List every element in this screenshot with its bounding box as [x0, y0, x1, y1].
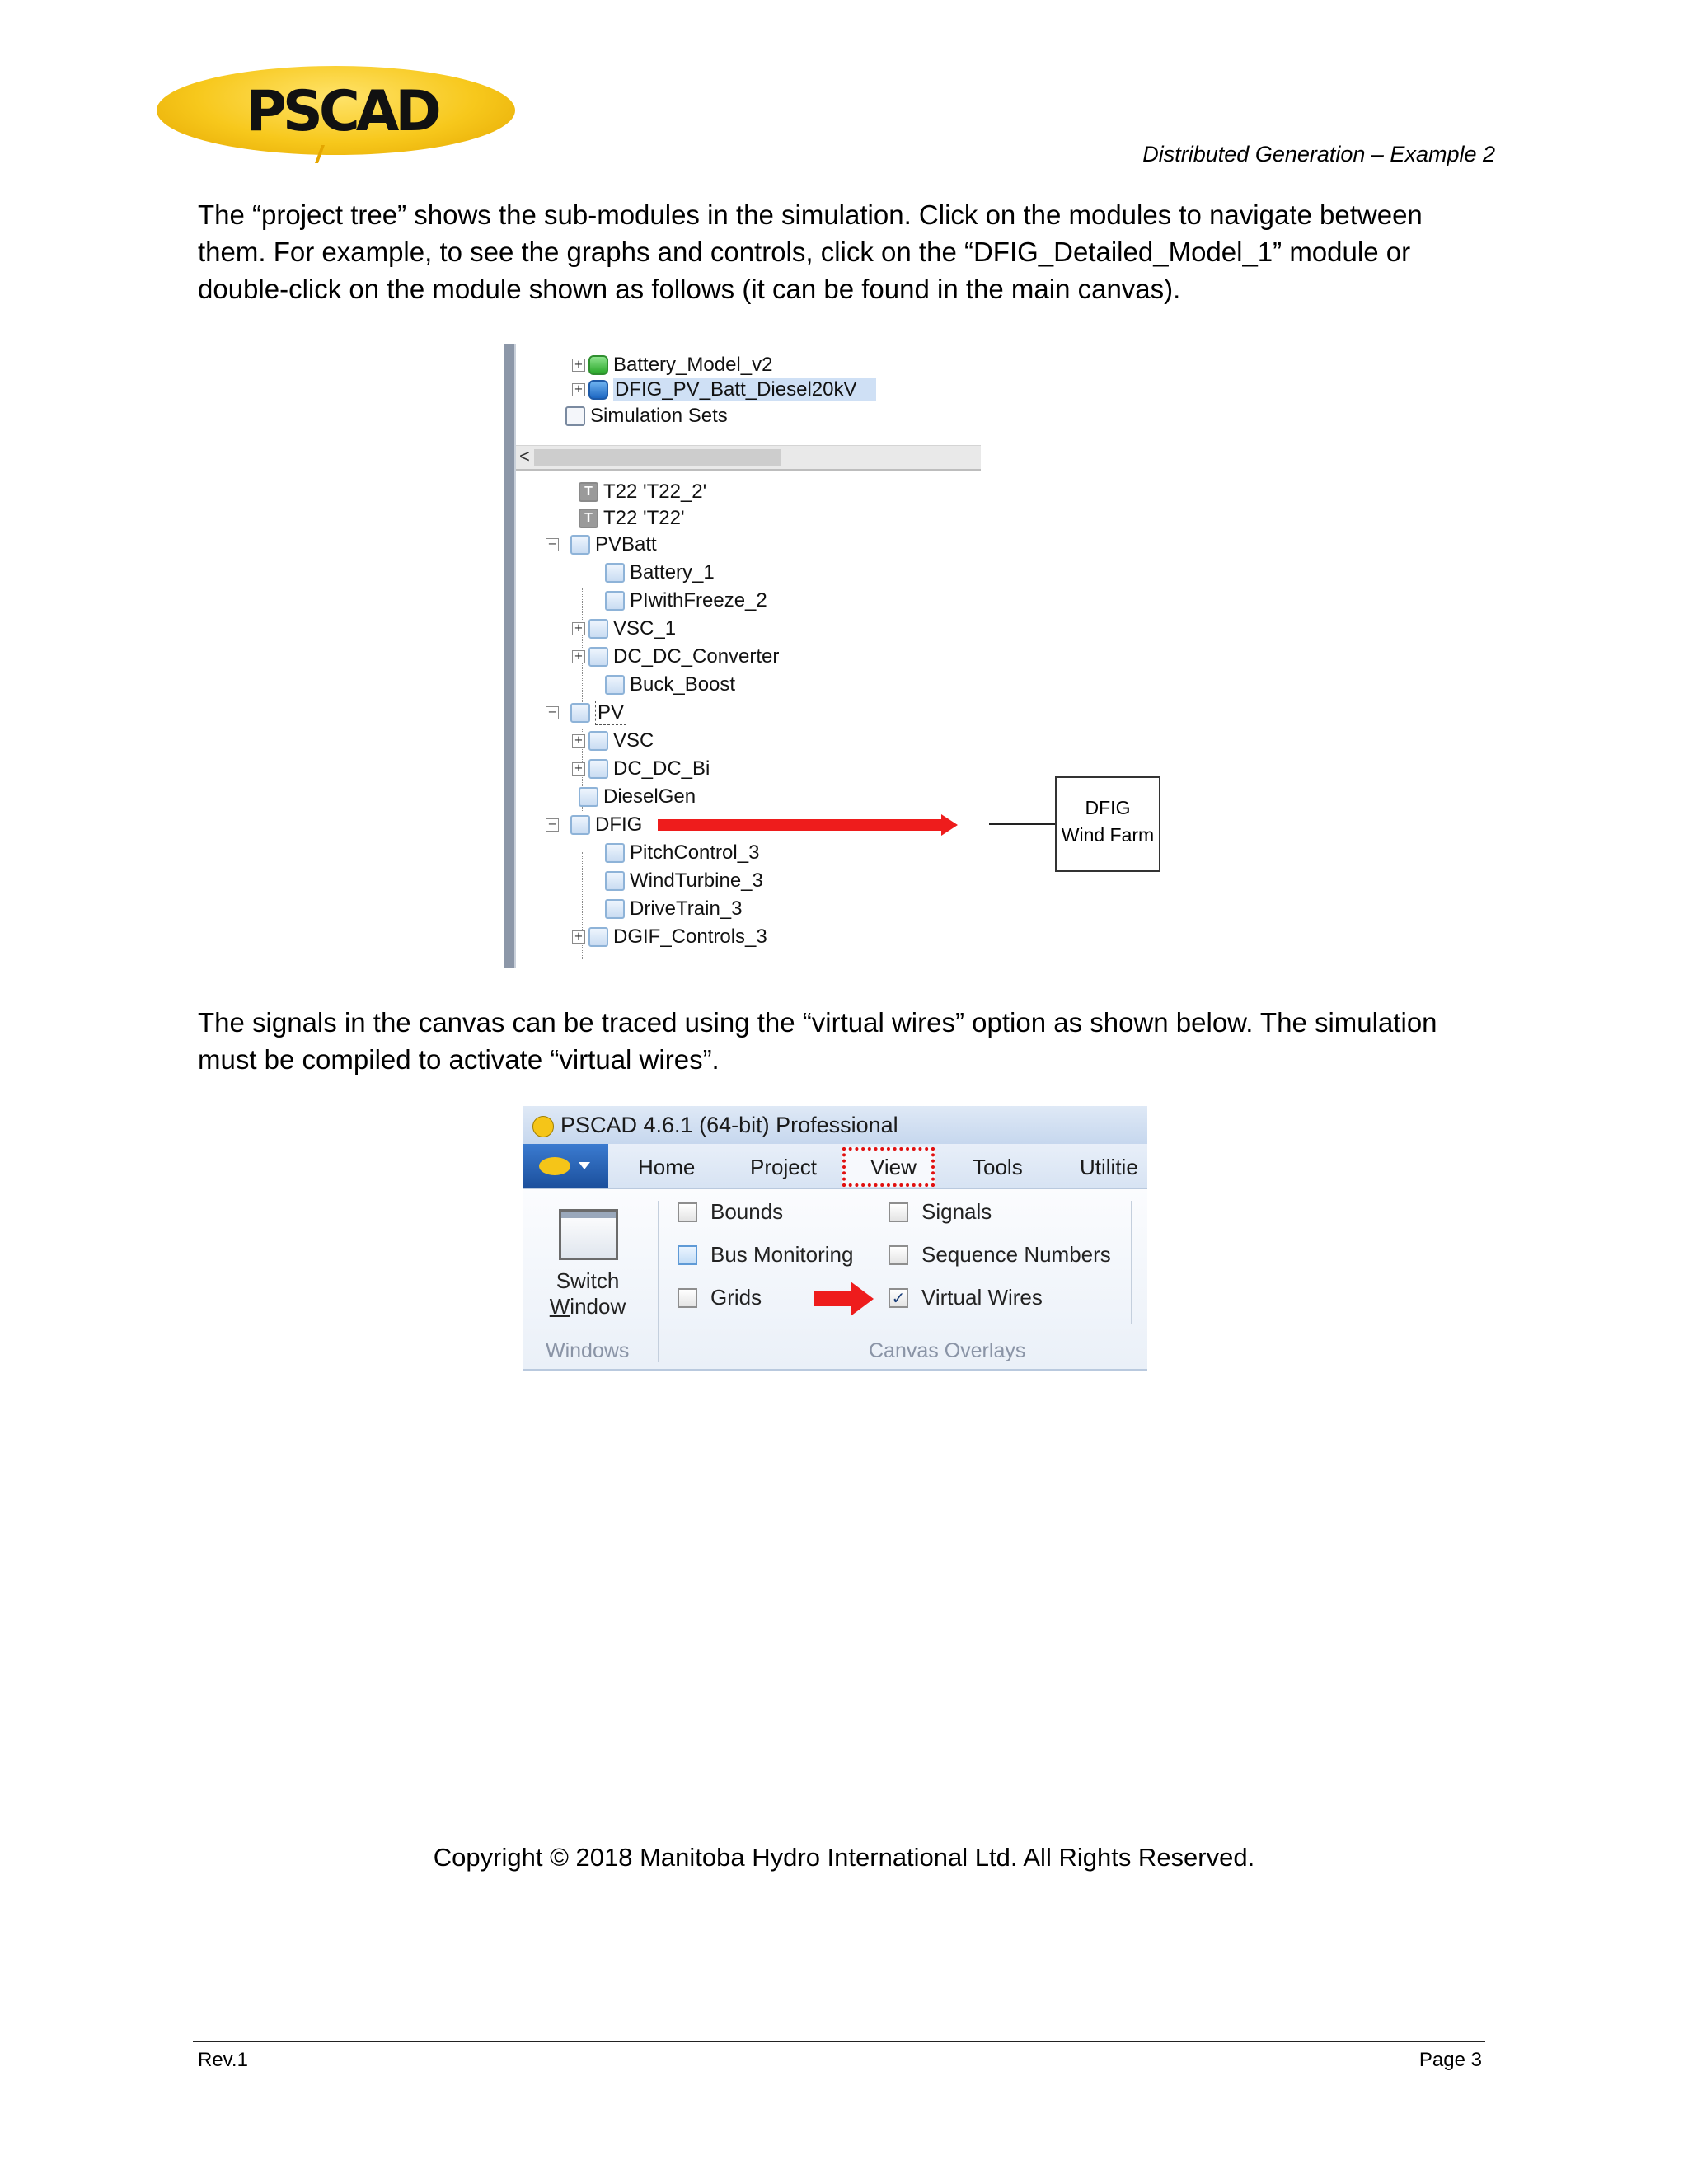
dfig-label: DFIG [1085, 797, 1131, 818]
application-menu-button[interactable] [523, 1144, 608, 1188]
dfig-connector-line [989, 823, 1055, 825]
intro-line-2: them. For example, to see the graphs and controls, click on the “DFIG_Detailed_Model_1” module or [198, 237, 1411, 267]
collapse-icon[interactable]: − [546, 818, 559, 832]
tree-item-label: VSC_1 [613, 617, 677, 640]
checkbox-unchecked[interactable] [678, 1202, 697, 1222]
window-title: PSCAD 4.6.1 (64-bit) Professional [560, 1113, 898, 1137]
tree-item[interactable] [546, 701, 626, 725]
scroll-left-icon[interactable]: < [519, 446, 530, 466]
expand-icon[interactable]: + [572, 359, 585, 372]
grids-label: Grids [710, 1285, 762, 1310]
bus-monitoring-label: Bus Monitoring [710, 1242, 854, 1267]
tree-left-border [504, 344, 516, 968]
intro-line-3: double-click on the module shown as follows (it can be found in the main canvas). [198, 274, 1181, 304]
group-separator [1131, 1201, 1132, 1324]
tree-item-label: PVBatt [595, 533, 657, 555]
pscad-app-icon [539, 1157, 570, 1175]
tree-item[interactable] [572, 353, 772, 377]
tree-item-label: Battery_Model_v2 [613, 354, 773, 376]
ribbon-body [523, 1189, 1147, 1371]
group-separator [658, 1201, 659, 1362]
checkbox-unchecked[interactable] [889, 1202, 908, 1222]
tab-tools[interactable]: Tools [973, 1155, 1023, 1179]
bounds-checkbox[interactable] [678, 1199, 783, 1225]
module-icon [570, 703, 590, 723]
expand-icon[interactable]: + [572, 650, 585, 663]
tree-item-label: DFIG [595, 813, 643, 836]
copyright-notice: Copyright © 2018 Manitoba Hydro International Ltd. All Rights Reserved. [433, 1843, 1255, 1872]
tree-item[interactable] [572, 925, 767, 949]
module-icon [605, 591, 625, 611]
tree-item-label: DriveTrain_3 [630, 898, 743, 920]
ribbon-tabs [523, 1144, 1147, 1189]
intro-paragraph [198, 196, 1500, 307]
windows-group-label: Windows [546, 1339, 630, 1362]
tree-connector [590, 679, 602, 691]
dfig-wind-farm-block[interactable] [1055, 776, 1160, 872]
pscad-logo [157, 66, 515, 163]
virtual-wires-paragraph [198, 1004, 1500, 1078]
tree-item[interactable] [564, 506, 685, 531]
module-icon [605, 843, 625, 863]
switch-window-label-1: Switch [556, 1268, 620, 1293]
tree-connector [564, 513, 575, 524]
module-blue-icon [588, 380, 608, 400]
module-icon [605, 563, 625, 583]
expand-icon[interactable]: + [572, 762, 585, 776]
tree-connector [564, 486, 575, 498]
project-tree-screenshot [504, 344, 981, 968]
switch-window-accel: W [549, 1294, 570, 1319]
transformer-icon: T [579, 482, 598, 502]
sequence-numbers-label: Sequence Numbers [921, 1242, 1111, 1267]
wind-farm-label: Wind Farm [1061, 824, 1155, 846]
module-icon [605, 871, 625, 891]
module-icon [588, 647, 608, 667]
tree-item-label: Battery_1 [630, 561, 715, 583]
tree-item[interactable] [590, 841, 759, 865]
tab-home[interactable]: Home [638, 1155, 696, 1179]
expand-icon[interactable]: + [572, 622, 585, 635]
module-icon [588, 927, 608, 947]
tree-item-label: DC_DC_Converter [613, 645, 780, 668]
tree-item-label: WindTurbine_3 [630, 869, 763, 892]
sequence-numbers-checkbox[interactable] [889, 1242, 1111, 1268]
scroll-thumb[interactable] [534, 449, 781, 466]
virtual-wires-checkbox[interactable] [889, 1285, 1043, 1310]
tree-item-label: Buck_Boost [630, 673, 736, 696]
bounds-label: Bounds [710, 1199, 784, 1224]
tree-item-label: VSC [613, 729, 654, 752]
revision-label: Rev.1 [198, 2049, 248, 2071]
transformer-icon: T [579, 509, 598, 528]
collapse-icon[interactable]: − [546, 538, 559, 551]
red-arrow-shaft [658, 819, 943, 831]
red-arrow-icon [941, 814, 958, 836]
module-icon [605, 899, 625, 919]
tree-item[interactable] [590, 588, 767, 613]
tree-item[interactable] [551, 404, 728, 429]
tree-item[interactable] [564, 785, 696, 809]
module-icon [588, 731, 608, 751]
tree-connector [590, 847, 602, 859]
tree-item[interactable] [590, 673, 735, 697]
virtual-wires-label: Virtual Wires [921, 1285, 1043, 1310]
tree-item-label: PIwithFreeze_2 [630, 589, 767, 612]
intro-line-1: The “project tree” shows the sub-modules in the simulation. Click on the modules to navigate between [198, 199, 1423, 230]
module-icon [570, 535, 590, 555]
signals-label: Signals [921, 1199, 992, 1224]
signals-checkbox[interactable] [889, 1199, 992, 1225]
horizontal-scrollbar[interactable] [516, 445, 981, 471]
tree-item-dfig[interactable] [546, 813, 642, 837]
tree-connector [564, 791, 575, 803]
tree-item[interactable] [564, 480, 706, 504]
tree-connector [551, 410, 562, 422]
tree-item-label: DGIF_Controls_3 [613, 926, 767, 948]
expand-icon[interactable]: + [572, 383, 585, 396]
module-icon [579, 787, 598, 807]
canvas-overlays-group-label: Canvas Overlays [869, 1339, 1026, 1362]
tree-item[interactable] [590, 869, 763, 893]
tree-item[interactable] [572, 616, 676, 641]
tab-utilities[interactable]: Utilitie [1080, 1155, 1138, 1179]
module-icon [588, 619, 608, 639]
footer-rule [193, 2041, 1485, 2042]
red-arrow-shaft [814, 1291, 852, 1306]
collapse-icon[interactable]: − [546, 706, 559, 719]
checkbox-checked[interactable]: ✓ [889, 1288, 908, 1308]
grids-checkbox[interactable] [678, 1285, 762, 1310]
tree-item-label: Simulation Sets [590, 405, 728, 427]
header-title: Distributed Generation – Example 2 [1142, 142, 1495, 166]
simulation-sets-icon [565, 406, 585, 426]
tree-item[interactable] [572, 757, 710, 781]
tree-item-label: T22 'T22_2' [603, 480, 707, 503]
module-icon [588, 759, 608, 779]
pscad-cursor-icon [532, 1116, 554, 1137]
module-icon [570, 815, 590, 835]
checkbox-unchecked[interactable] [678, 1245, 697, 1265]
tree-connector [590, 903, 602, 915]
tree-item[interactable] [572, 644, 779, 669]
virtual-wires-line-2: must be compiled to activate “virtual wires”. [198, 1044, 720, 1075]
tree-item[interactable] [572, 729, 654, 753]
window-title-bar [523, 1106, 1147, 1144]
tree-item[interactable] [546, 532, 657, 557]
switch-window-button[interactable] [534, 1268, 641, 1319]
dropdown-arrow-icon [579, 1162, 590, 1169]
tree-connector [590, 595, 602, 607]
page-number: Page 3 [1418, 2049, 1482, 2071]
tab-view[interactable]: View [870, 1155, 917, 1179]
checkbox-unchecked[interactable] [889, 1245, 908, 1265]
tab-project[interactable]: Project [750, 1155, 817, 1179]
checkbox-unchecked[interactable] [678, 1288, 697, 1308]
tree-item-label: DC_DC_Bi [613, 757, 710, 780]
switch-window-label-2: indow [570, 1294, 626, 1319]
module-icon [605, 675, 625, 695]
tree-item[interactable] [590, 560, 715, 585]
expand-icon[interactable]: + [572, 734, 585, 748]
red-arrow-icon [851, 1282, 874, 1316]
tree-item-selected[interactable] [572, 377, 876, 402]
module-green-icon [588, 355, 608, 375]
expand-icon[interactable]: + [572, 930, 585, 944]
tree-connector [590, 875, 602, 887]
pscad-ribbon-screenshot [523, 1106, 1147, 1371]
bus-monitoring-checkbox[interactable] [678, 1242, 853, 1268]
tree-item[interactable] [590, 897, 743, 921]
tree-connector [590, 567, 602, 579]
switch-window-icon[interactable] [559, 1209, 618, 1260]
tree-item-label: T22 'T22' [603, 507, 685, 529]
tree-item-label: DieselGen [603, 785, 696, 808]
logo-text: PSCAD [246, 79, 438, 144]
virtual-wires-line-1: The signals in the canvas can be traced using the “virtual wires” option as shown below. The simulation [198, 1007, 1437, 1038]
tree-item-label: PV [595, 701, 626, 725]
tree-item-label: PitchControl_3 [630, 841, 760, 864]
tree-item-label: DFIG_PV_Batt_Diesel20kV [613, 378, 876, 401]
